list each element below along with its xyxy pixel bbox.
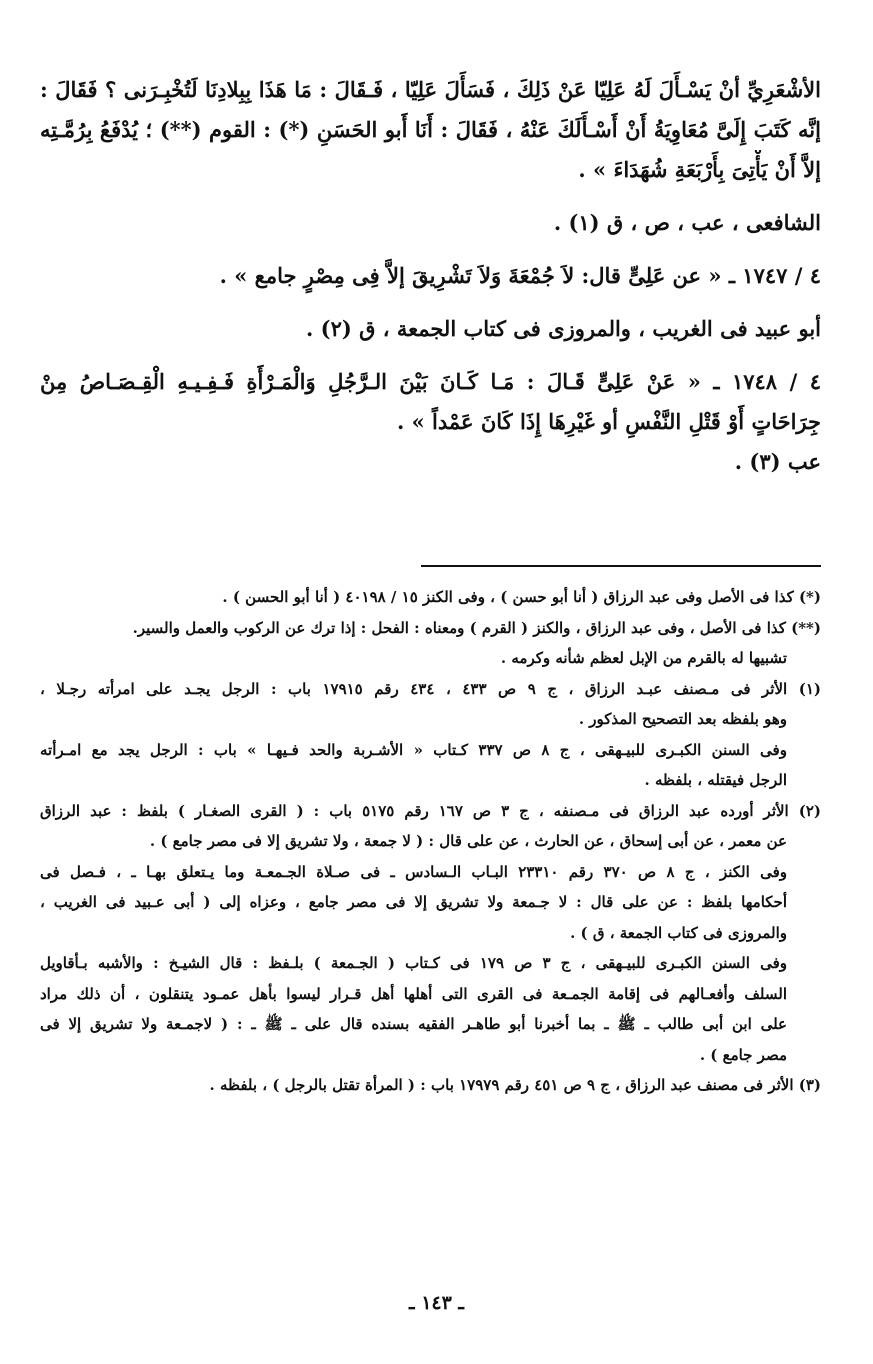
footnote-star-2: (**) كذا فى الأصل ، وفى عبد الرزاق ، والكنز ( القرم ) ومعناه : الفحل : إذا ترك عن الركوب والعمل والسير. — [132, 618, 821, 637]
footnote-2-line-3: وفى الكنز ، ج ٨ ص ٣٧٠ رقم ٢٣٣١٠ البـاب الـسادس ـ فى صـلاة الجـمعـة وما يـتعلق بهـا ـ ، فـصل فى — [40, 862, 788, 881]
footnote-2-line-2: عن معمر ، عن أبى إسحاق ، عن الحارث ، عن على قال : ( لا جمعة ، ولا تشريق إلا فى مصر جامع ) . — [149, 832, 787, 850]
main-text — [40, 70, 821, 482]
footnote-star-2-cont: تشبيها له بالقرم من الإبل لعظم شأنه وكرمه . — [500, 649, 787, 667]
footnote-2-line-6: وفى السنن الكبـرى للبيـهقى ، ج ٣ ص ١٧٩ فى كـتاب ( الجـمعة ) بلـفظ : قال الشيـخ : والأشبه بـأقاويل — [40, 954, 787, 972]
source-line-3: عب (٣) . — [734, 449, 821, 474]
page-number: ـ ١٤٣ ـ — [409, 1292, 464, 1314]
footnote-2-line-5: والمروزى فى كتاب الجمعة ، ق ) . — [570, 923, 787, 942]
footnote-1: (١) الأثر فى مـصنف عبـد الرزاق ، ج ٩ ص ٤٣٣ ، ٤٣٤ رقم ١٧٩١٥ باب : الرجل يجـد على امرأته رجـلا ، — [40, 679, 821, 698]
source-line-1: الشافعى ، عب ، ص ، ق (١) . — [553, 210, 821, 235]
footnote-3: (٣) الأثر فى مصنف عبد الرزاق ، ج ٩ ص ٤٥١ رقم ١٧٩٧٩ باب : ( المرأة تقتل بالرجل ) ، بلفظه . — [209, 1076, 821, 1094]
footnote-2-line-7: السلف وأفعـالهم فى إقامة الجمـعة فى القرى التى أهلها أهل قـرار ليسوا بأهل عمـود يتنقلون ، أن ذلك مراد — [40, 984, 787, 1003]
hadith-1748-line-1: ٤ / ١٧٤٨ ـ « عَنْ عَلِىٍّ قَـالَ : مَـا كَـانَ بَيْنَ الـرَّجُلِ وَالْمَـرْأَةِ فَـفِـيـهِ الْقِـصَـاصُ مِنْ — [40, 369, 821, 394]
footnote-1-cont: وهو بلفظه بعد التصحيح المذكور . — [578, 710, 787, 728]
footnote-2: (٢) الأثر أورده عبد الرزاق فى مـصنفه ، ج ٣ ص ١٦٧ رقم ٥١٧٥ باب : ( القرى الصغـار ) بلفظ : عبد الرزاق — [40, 801, 821, 820]
hadith-1748-line-2: جِرَاحَاتٍ أَوْ قَتْلِ النَّفْسِ أو غَيْرِهَا إِذَا كَانَ عَمْداً » . — [396, 409, 821, 434]
footnote-1-line-3: وفى السنن الكبـرى للبيـهقى ، ج ٨ ص ٣٣٧ كـتاب « الأشـربة والحد فـيهـا » باب : الرجل يجد مع امـرأته — [40, 740, 787, 759]
hadith-1747: ٤ / ١٧٤٧ ـ « عن عَلِىٍّ قال: لاَ جُمْعَةَ وَلاَ تَشْرِيقَ إلاَّ فِى مِصْرٍ جامع » . — [219, 263, 821, 288]
footnote-1-line-4: الرجل فيقتله ، بلفظه . — [644, 771, 787, 789]
main-line-1: الأشْعَرِيِّ أنْ يَسْـأَلَ لَهُ عَلِيّا عَنْ ذَلِكَ ، فَسَأَلَ عَلِيّا ، فَـقَالَ : مَا هَذَا بِبِلادِنَا لَتُخْبِـرَنى ؟ فَقَالَ : — [40, 77, 821, 102]
footnote-2-line-8: على ابن أبى طالب ـ ﷺ ـ بما أخبرنا أبو طاهـر الفقيه بسنده قال على ـ ﷺ ـ : ( لاجمـعة ولا تشريق إلا فى — [40, 1015, 787, 1033]
footnote-2-line-4: أحكامها بلفظ : عن على قال : لا جـمعة ولا تشريق إلا فى مصر جامع ، وعزاه إلى ( أبى عـبيد فى الغريب ، — [40, 893, 787, 911]
main-line-2: إنَّه كَتَبَ إِلَىَّ مُعَاوِيَةُ أَنْ أَسْـأَلَكَ عَنْهُ ، فَقَالَ : أَنَا أَبو الحَسَنِ (*) : القوم (**) ؛ يُدْفَعُ بِرُمَّـتِه — [40, 117, 821, 142]
source-line-2: أبو عبيد فى الغريب ، والمروزى فى كتاب الجمعة ، ق (٢) . — [306, 316, 821, 341]
footnote-divider — [421, 565, 821, 567]
footnotes — [40, 582, 821, 1101]
footnote-2-line-9: مصر جامع ) . — [699, 1045, 787, 1064]
main-line-3: إلاَّ أَنْ يَأْتِىَ بِأَرْبَعَةِ شُهَدَاءَ » . — [578, 157, 821, 182]
footnote-star-1: (*) كذا فى الأصل وفى عبد الرزاق ( أنا أبو حسن ) ، وفى الكنز ١٥ / ٤٠١٩٨ ( أنا أبو الحسن ) . — [222, 588, 821, 606]
